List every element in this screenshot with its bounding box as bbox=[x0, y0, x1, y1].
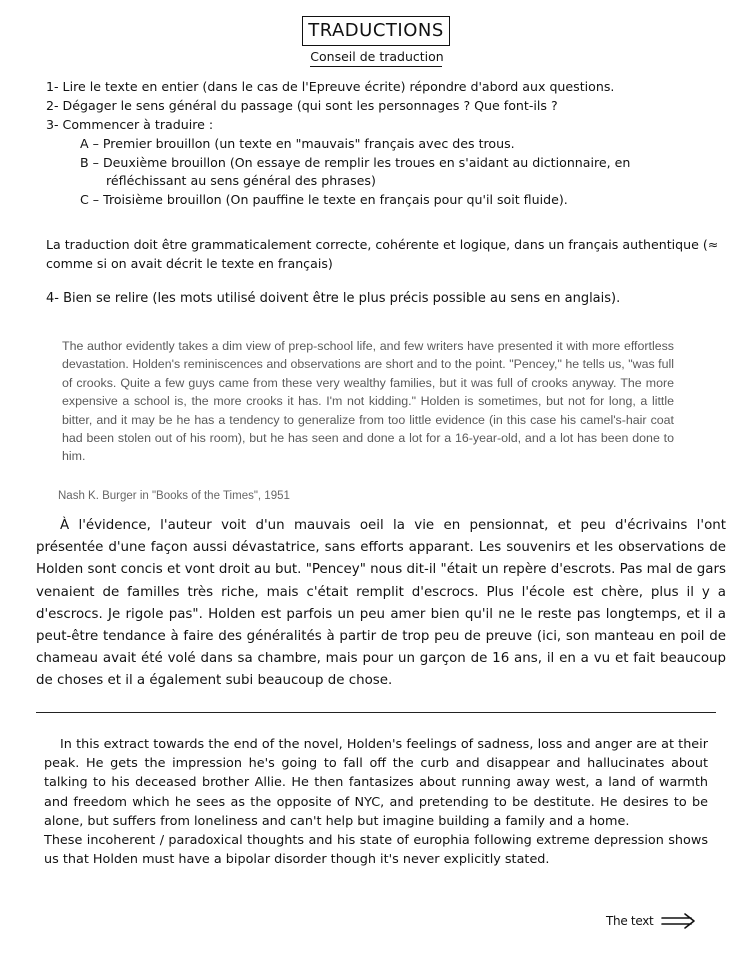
step-3b-line-1: B – Deuxième brouillon (On essaye de remplir les troues en s'aidant au dictionnaire, en bbox=[80, 154, 631, 170]
step-4: 4- Bien se relire (les mots utilisé doivent être le plus précis possible au sens en anglais). bbox=[46, 291, 621, 306]
analysis-section bbox=[44, 735, 708, 869]
step-3a: A – Premier brouillon (un texte en "mauvais" français avec des trous. bbox=[80, 135, 515, 151]
step-1: 1- Lire le texte en entier (dans le cas de l'Epreuve écrite) répondre d'abord aux questions. bbox=[46, 79, 615, 94]
step-3: 3- Commencer à traduire : bbox=[46, 116, 214, 132]
translation-rule-paragraph: La traduction doit être grammaticalement correcte, cohérente et logique, dans un français authentique (≈ comme si on avait décrit le texte en français) bbox=[46, 237, 719, 271]
double-arrow-right-icon bbox=[661, 912, 697, 930]
analysis-paragraph-2: These incoherent / paradoxical thoughts and his state of europhia following extreme depression shows us that Holden must have a bipolar disorder though it's never explicitly stated. bbox=[44, 833, 708, 868]
step-3c: C – Troisième brouillon (On pauffine le texte en français pour qu'il soit fluide). bbox=[80, 192, 568, 208]
english-excerpt: The author evidently takes a dim view of prep-school life, and few writers have presented it with more effortless devastation. Holden's reminiscences and observations are short and to the point. "Pencey," he tells us, "was full of crooks. Quite a few guys came from these very wealthy families, but it was full of crooks anyway. The more expensive a school is, the more crooks it has. I'm not kidding." Holden is sometimes, but not for long, a little bitter, and it may be he has a tendency to generalize from too little evidence (in this case his camel's-hair coat had been stolen out of his room), but he has seen and done a lot for a 16-year-old, and a lot has been done to him. bbox=[62, 339, 674, 464]
subtitle-underline bbox=[310, 66, 442, 67]
french-translation: À l'évidence, l'auteur voit d'un mauvais oeil la vie en pensionnat, et peu d'écrivains l'ont présentée d'une façon aussi dévastatrice, sans efforts apparant. Les souvenirs et les observations de Holden sont concis et vont droit au but. "Pencey" nous dit-il "était un repère d'escrots. Pas mal de gars venaient de familles très riche, mais c'était remplit d'escrocs. Plus l'école est chère, plus il y a d'escrocs. Je rigole pas". Holden est parfois un peu amer bien qu'il ne le reste pas longtemps, et il a peut-être tendance à faire des généralités à partir de trop peu de preuve (ici, son manteau en poil de chameau avait été volé dans sa chambre, mais pour un garçon de 16 ans, il en a vu et fait beaucoup de choses et il a également subi beaucoup de chose. bbox=[36, 518, 726, 689]
page-title: TRADUCTIONS bbox=[302, 16, 450, 46]
next-page-link[interactable] bbox=[606, 909, 697, 933]
translation-steps-list bbox=[46, 78, 726, 210]
analysis-paragraph-1: In this extract towards the end of the novel, Holden's feelings of sadness, loss and anger are at their peak. He gets the impression he's going to fall off the curb and disappear and hallucinates about talking to his deceased brother Allie. He then fantasizes about running away west, a land of warmth and freedom which he sees as the opposite of NYC, and pretending to be destitute. He desires to be alone, but suffers from loneliness and can't help but imagine building a family and a home. bbox=[44, 737, 708, 829]
page-subtitle: Conseil de traduction bbox=[310, 49, 444, 64]
step-2: 2- Dégager le sens général du passage (qui sont les personnages ? Que font-ils ? bbox=[46, 97, 558, 113]
next-page-label: The text bbox=[606, 914, 654, 928]
excerpt-citation: Nash K. Burger in "Books of the Times", 1951 bbox=[58, 490, 290, 502]
section-divider bbox=[36, 712, 716, 713]
step-3b-line-2: réfléchissant au sens général des phrases) bbox=[106, 173, 376, 189]
